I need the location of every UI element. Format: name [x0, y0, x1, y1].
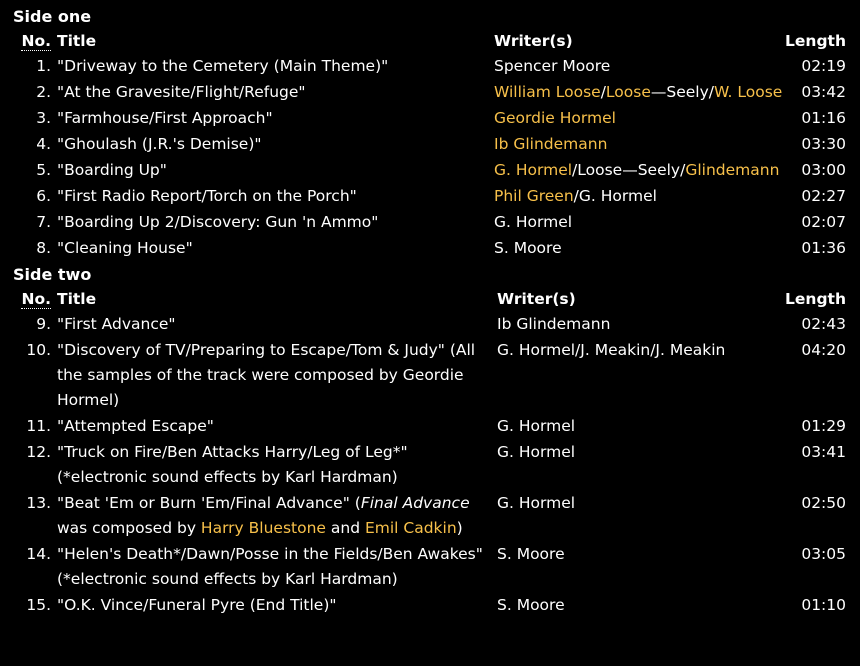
track-title — [57, 338, 497, 414]
composer-link[interactable]: Emil Cadkin — [364, 519, 457, 537]
title-text: "Discovery of TV/Preparing to Escape/Tom & Judy" (All the samples of the track were composed by Geordie Hormel) — [57, 341, 476, 409]
side-one-heading: Side one — [13, 7, 92, 26]
track-length: 01:16 — [801, 109, 846, 127]
track-title — [57, 414, 497, 440]
track-number: 2. — [36, 83, 51, 101]
track-number: 4. — [36, 135, 51, 153]
track-note: (*electronic sound effects by Karl Hardman) — [57, 468, 398, 486]
track-number: 12. — [26, 443, 51, 461]
track-length: 03:00 — [801, 161, 846, 179]
track-title — [57, 542, 497, 593]
writer-link[interactable]: Loose — [605, 83, 651, 101]
title-text: "Helen's Death*/Dawn/Posse in the Fields/Ben Awakes" — [57, 545, 483, 563]
side-two-table — [13, 287, 846, 619]
title-text: "Attempted Escape" — [57, 417, 214, 435]
track-number: 7. — [36, 213, 51, 231]
writer-text: / — [600, 83, 606, 101]
col-title-header: Title — [57, 32, 97, 50]
writer-link[interactable]: G. Hormel — [494, 161, 573, 179]
track-title — [57, 312, 497, 338]
track-title — [57, 491, 497, 542]
track-writer — [497, 491, 783, 542]
title-text: "Truck on Fire/Ben Attacks Harry/Leg of Leg*" — [57, 443, 408, 461]
track-number: 9. — [36, 315, 51, 333]
track-row — [13, 491, 846, 542]
track-title — [57, 210, 494, 236]
track-writer — [497, 312, 783, 338]
track-number: 3. — [36, 109, 51, 127]
track-title — [57, 158, 494, 184]
track-row — [13, 132, 846, 158]
track-note: (*electronic sound effects by Karl Hardman) — [57, 570, 398, 588]
writer-text: S. Moore — [497, 545, 565, 563]
side-one-header-row — [13, 29, 846, 54]
track-row — [13, 80, 846, 106]
track-writer — [494, 80, 783, 106]
track-title — [57, 593, 497, 619]
track-row — [13, 338, 846, 414]
writer-link[interactable]: W. Loose — [714, 83, 783, 101]
composer-link[interactable]: Harry Bluestone — [200, 519, 326, 537]
title-italic: Final Advance — [360, 494, 470, 512]
track-writer — [497, 593, 783, 619]
track-writer — [494, 54, 783, 80]
track-number: 8. — [36, 239, 51, 257]
track-row — [13, 210, 846, 236]
track-length: 03:41 — [801, 443, 846, 461]
title-text: "First Advance" — [57, 315, 176, 333]
track-number: 15. — [26, 596, 51, 614]
track-number: 10. — [26, 341, 51, 359]
col-writer-header: Writer(s) — [497, 290, 576, 308]
writer-text: Ib Glindemann — [497, 315, 611, 333]
col-length-header: Length — [785, 290, 846, 308]
track-writer — [494, 210, 783, 236]
track-row — [13, 236, 846, 262]
track-number: 13. — [26, 494, 51, 512]
track-length: 02:19 — [801, 57, 846, 75]
writer-link[interactable]: William Loose — [494, 83, 601, 101]
track-row — [13, 542, 846, 593]
track-length: 02:27 — [801, 187, 846, 205]
col-length-header: Length — [785, 32, 846, 50]
title-text: "Beat 'Em or Burn 'Em/Final Advance" ( — [57, 494, 361, 512]
track-row — [13, 106, 846, 132]
track-length: 01:10 — [801, 596, 846, 614]
track-number: 5. — [36, 161, 51, 179]
title-text: "Ghoulash (J.R.'s Demise)" — [57, 135, 262, 153]
track-row — [13, 440, 846, 491]
title-text: and — [325, 519, 365, 537]
track-writer — [497, 338, 783, 414]
writer-text: G. Hormel/J. Meakin/J. Meakin — [497, 341, 726, 359]
no-abbr: No. — [21, 290, 51, 308]
writer-text: G. Hormel — [497, 417, 576, 435]
track-row — [13, 593, 846, 619]
writer-link[interactable]: Glindemann — [685, 161, 780, 179]
writer-link[interactable]: Geordie Hormel — [494, 109, 616, 127]
track-title — [57, 236, 494, 262]
track-length: 02:43 — [801, 315, 846, 333]
track-length: 02:07 — [801, 213, 846, 231]
writer-link[interactable]: Ib Glindemann — [494, 135, 608, 153]
track-writer — [497, 440, 783, 491]
track-number: 11. — [26, 417, 51, 435]
track-title — [57, 440, 497, 491]
track-row — [13, 54, 846, 80]
track-writer — [497, 414, 783, 440]
writer-text: /Loose—Seely/ — [572, 161, 686, 179]
title-text: "Boarding Up 2/Discovery: Gun 'n Ammo" — [57, 213, 379, 231]
writer-text: G. Hormel — [494, 213, 573, 231]
track-writer — [494, 132, 783, 158]
track-row — [13, 312, 846, 338]
writer-link[interactable]: Phil Green — [494, 187, 574, 205]
no-abbr: No. — [21, 32, 51, 50]
writer-text: S. Moore — [497, 596, 565, 614]
track-writer — [494, 184, 783, 210]
track-length: 03:05 — [801, 545, 846, 563]
track-number: 1. — [36, 57, 51, 75]
track-title — [57, 80, 494, 106]
title-text: "First Radio Report/Torch on the Porch" — [57, 187, 357, 205]
col-no-header — [13, 29, 57, 54]
track-length: 02:50 — [801, 494, 846, 512]
track-number: 6. — [36, 187, 51, 205]
col-title-header: Title — [57, 290, 97, 308]
col-no-header — [13, 287, 57, 312]
track-row — [13, 414, 846, 440]
track-row — [13, 184, 846, 210]
title-text: "Boarding Up" — [57, 161, 167, 179]
title-text: "Farmhouse/First Approach" — [57, 109, 273, 127]
title-text: "Cleaning House" — [57, 239, 193, 257]
track-title — [57, 184, 494, 210]
track-writer — [497, 542, 783, 593]
track-length: 04:20 — [801, 341, 846, 359]
track-length: 01:36 — [801, 239, 846, 257]
col-writer-header: Writer(s) — [494, 32, 573, 50]
writer-text: G. Hormel — [497, 443, 576, 461]
track-title — [57, 132, 494, 158]
track-writer — [494, 106, 783, 132]
title-text: "At the Gravesite/Flight/Refuge" — [57, 83, 306, 101]
track-writer — [494, 158, 783, 184]
writer-text: G. Hormel — [497, 494, 576, 512]
title-text: was composed by — [57, 519, 201, 537]
track-writer — [494, 236, 783, 262]
writer-text: S. Moore — [494, 239, 562, 257]
title-text: "O.K. Vince/Funeral Pyre (End Title)" — [57, 596, 337, 614]
track-length: 01:29 — [801, 417, 846, 435]
writer-text: —Seely/ — [650, 83, 714, 101]
side-one-table — [13, 29, 846, 262]
title-text: ) — [456, 519, 463, 537]
track-title — [57, 54, 494, 80]
track-row — [13, 158, 846, 184]
track-length: 03:30 — [801, 135, 846, 153]
track-length: 03:42 — [801, 83, 846, 101]
writer-text: Spencer Moore — [494, 57, 611, 75]
side-two-header-row — [13, 287, 846, 312]
track-number: 14. — [26, 545, 51, 563]
title-text: "Driveway to the Cemetery (Main Theme)" — [57, 57, 389, 75]
track-title — [57, 106, 494, 132]
side-two-heading: Side two — [13, 265, 92, 284]
writer-text: /G. Hormel — [573, 187, 657, 205]
